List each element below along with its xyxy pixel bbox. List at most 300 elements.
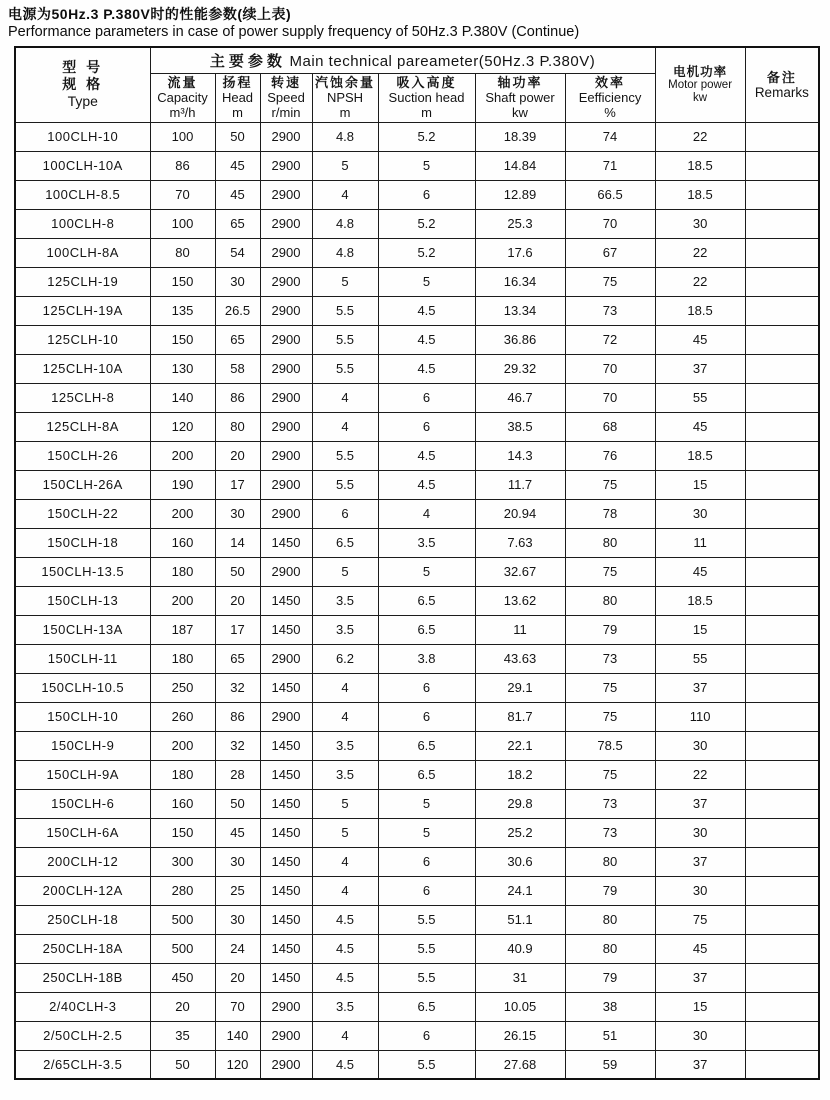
table-row	[15, 499, 819, 528]
cell-capacity: 160	[150, 789, 215, 818]
cell-shaft_power: 25.2	[475, 818, 565, 847]
cell-remarks	[745, 1021, 819, 1050]
cell-remarks	[745, 122, 819, 151]
cell-remarks	[745, 383, 819, 412]
cell-speed: 1450	[260, 673, 312, 702]
cell-suction_head: 5.2	[378, 122, 475, 151]
cell-remarks	[745, 267, 819, 296]
cell-remarks	[745, 354, 819, 383]
cell-shaft_power: 43.63	[475, 644, 565, 673]
cell-shaft_power: 51.1	[475, 905, 565, 934]
cell-type: 150CLH-22	[15, 499, 150, 528]
cell-motor_power: 37	[655, 847, 745, 876]
cell-speed: 2900	[260, 470, 312, 499]
cell-type: 125CLH-19A	[15, 296, 150, 325]
cell-speed: 1450	[260, 586, 312, 615]
cell-suction_head: 5.2	[378, 238, 475, 267]
cell-npsh: 5	[312, 818, 378, 847]
cell-speed: 1450	[260, 934, 312, 963]
cell-npsh: 3.5	[312, 615, 378, 644]
npsh-header-en: NPSH	[326, 90, 364, 105]
cell-suction_head: 5	[378, 818, 475, 847]
cell-shaft_power: 31	[475, 963, 565, 992]
cell-npsh: 5	[312, 557, 378, 586]
speed-header-zh: 转速	[270, 75, 301, 90]
cell-suction_head: 4.5	[378, 441, 475, 470]
cell-remarks	[745, 209, 819, 238]
cell-npsh: 6	[312, 499, 378, 528]
table-row	[15, 354, 819, 383]
cell-remarks	[745, 470, 819, 499]
cell-remarks	[745, 702, 819, 731]
cell-shaft_power: 17.6	[475, 238, 565, 267]
cell-type: 2/65CLH-3.5	[15, 1050, 150, 1079]
table-row	[15, 151, 819, 180]
cell-speed: 2900	[260, 151, 312, 180]
column-header-head	[215, 73, 260, 122]
cell-efficiency: 79	[565, 876, 655, 905]
cell-npsh: 4	[312, 847, 378, 876]
group-header-zh: 主要参数	[209, 52, 286, 70]
cell-remarks	[745, 905, 819, 934]
cell-type: 125CLH-19	[15, 267, 150, 296]
cell-remarks	[745, 180, 819, 209]
cell-remarks	[745, 731, 819, 760]
cell-remarks	[745, 325, 819, 354]
cell-npsh: 4	[312, 1021, 378, 1050]
cell-motor_power: 30	[655, 818, 745, 847]
cell-remarks	[745, 151, 819, 180]
column-header-suction-head	[378, 73, 475, 122]
cell-remarks	[745, 992, 819, 1021]
cell-shaft_power: 22.1	[475, 731, 565, 760]
cell-type: 100CLH-10	[15, 122, 150, 151]
column-header-capacity	[150, 73, 215, 122]
cell-motor_power: 22	[655, 122, 745, 151]
cell-suction_head: 5	[378, 151, 475, 180]
table-row	[15, 731, 819, 760]
cell-efficiency: 75	[565, 470, 655, 499]
cell-type: 150CLH-10	[15, 702, 150, 731]
cell-speed: 2900	[260, 557, 312, 586]
cell-remarks	[745, 818, 819, 847]
cell-motor_power: 55	[655, 383, 745, 412]
cell-remarks	[745, 673, 819, 702]
cell-motor_power: 30	[655, 499, 745, 528]
cell-suction_head: 5.2	[378, 209, 475, 238]
cell-type: 150CLH-10.5	[15, 673, 150, 702]
group-header-row	[15, 47, 819, 73]
cell-speed: 1450	[260, 615, 312, 644]
cell-efficiency: 38	[565, 992, 655, 1021]
cell-motor_power: 45	[655, 557, 745, 586]
efficiency-header-unit: %	[604, 105, 616, 120]
cell-speed: 2900	[260, 238, 312, 267]
cell-motor_power: 11	[655, 528, 745, 557]
cell-type: 150CLH-13.5	[15, 557, 150, 586]
cell-suction_head: 4.5	[378, 470, 475, 499]
cell-capacity: 80	[150, 238, 215, 267]
cell-remarks	[745, 586, 819, 615]
cell-head: 58	[215, 354, 260, 383]
cell-suction_head: 4.5	[378, 325, 475, 354]
cell-suction_head: 5	[378, 267, 475, 296]
cell-npsh: 4.5	[312, 963, 378, 992]
cell-type: 2/40CLH-3	[15, 992, 150, 1021]
suction-head-header-unit: m	[421, 105, 432, 120]
cell-capacity: 20	[150, 992, 215, 1021]
cell-shaft_power: 38.5	[475, 412, 565, 441]
cell-type: 2/50CLH-2.5	[15, 1021, 150, 1050]
cell-capacity: 200	[150, 441, 215, 470]
column-header-type	[15, 47, 150, 122]
cell-motor_power: 18.5	[655, 586, 745, 615]
table-row	[15, 992, 819, 1021]
group-header-en: Main technical pareameter(50Hz.3 P.380V)	[289, 52, 596, 70]
cell-npsh: 5.5	[312, 470, 378, 499]
cell-suction_head: 5	[378, 557, 475, 586]
cell-efficiency: 51	[565, 1021, 655, 1050]
npsh-header-unit: m	[339, 105, 351, 120]
cell-capacity: 500	[150, 905, 215, 934]
cell-remarks	[745, 1050, 819, 1079]
cell-suction_head: 6.5	[378, 992, 475, 1021]
cell-remarks	[745, 847, 819, 876]
cell-capacity: 140	[150, 383, 215, 412]
cell-capacity: 160	[150, 528, 215, 557]
cell-npsh: 3.5	[312, 992, 378, 1021]
column-header-motor-power	[655, 47, 745, 122]
table-row	[15, 963, 819, 992]
cell-speed: 1450	[260, 963, 312, 992]
cell-shaft_power: 16.34	[475, 267, 565, 296]
motor-power-header-en: Motor power	[668, 78, 733, 91]
cell-npsh: 3.5	[312, 731, 378, 760]
cell-capacity: 130	[150, 354, 215, 383]
cell-motor_power: 30	[655, 731, 745, 760]
cell-efficiency: 75	[565, 267, 655, 296]
cell-speed: 1450	[260, 905, 312, 934]
table-row	[15, 383, 819, 412]
cell-npsh: 5	[312, 267, 378, 296]
cell-speed: 2900	[260, 441, 312, 470]
column-header-remarks	[745, 47, 819, 122]
cell-capacity: 260	[150, 702, 215, 731]
cell-head: 45	[215, 180, 260, 209]
cell-suction_head: 5.5	[378, 905, 475, 934]
cell-shaft_power: 29.32	[475, 354, 565, 383]
cell-speed: 1450	[260, 847, 312, 876]
cell-suction_head: 6	[378, 1021, 475, 1050]
cell-head: 65	[215, 209, 260, 238]
cell-suction_head: 5.5	[378, 934, 475, 963]
cell-shaft_power: 20.94	[475, 499, 565, 528]
cell-motor_power: 22	[655, 760, 745, 789]
capacity-header-en: Capacity	[157, 90, 208, 105]
cell-type: 150CLH-13A	[15, 615, 150, 644]
cell-efficiency: 70	[565, 209, 655, 238]
cell-capacity: 450	[150, 963, 215, 992]
remarks-header-zh: 备注	[766, 69, 797, 85]
shaft-power-header-zh: 轴功率	[497, 75, 543, 90]
cell-motor_power: 37	[655, 963, 745, 992]
cell-speed: 1450	[260, 760, 312, 789]
cell-remarks	[745, 296, 819, 325]
cell-npsh: 4.5	[312, 934, 378, 963]
cell-motor_power: 37	[655, 673, 745, 702]
cell-motor_power: 15	[655, 992, 745, 1021]
cell-efficiency: 75	[565, 557, 655, 586]
cell-efficiency: 70	[565, 354, 655, 383]
cell-efficiency: 68	[565, 412, 655, 441]
cell-shaft_power: 10.05	[475, 992, 565, 1021]
cell-type: 100CLH-8A	[15, 238, 150, 267]
cell-capacity: 300	[150, 847, 215, 876]
cell-type: 200CLH-12	[15, 847, 150, 876]
cell-npsh: 5	[312, 151, 378, 180]
table-row	[15, 557, 819, 586]
cell-motor_power: 37	[655, 354, 745, 383]
cell-speed: 2900	[260, 412, 312, 441]
cell-head: 20	[215, 586, 260, 615]
cell-head: 20	[215, 963, 260, 992]
cell-efficiency: 67	[565, 238, 655, 267]
cell-type: 125CLH-8A	[15, 412, 150, 441]
speed-header-unit: r/min	[271, 105, 301, 120]
table-row	[15, 586, 819, 615]
cell-npsh: 4.5	[312, 905, 378, 934]
cell-type: 150CLH-6A	[15, 818, 150, 847]
cell-head: 30	[215, 499, 260, 528]
table-row	[15, 876, 819, 905]
cell-shaft_power: 36.86	[475, 325, 565, 354]
cell-suction_head: 6	[378, 383, 475, 412]
cell-remarks	[745, 789, 819, 818]
cell-shaft_power: 29.8	[475, 789, 565, 818]
table-row	[15, 441, 819, 470]
cell-type: 250CLH-18A	[15, 934, 150, 963]
cell-efficiency: 75	[565, 760, 655, 789]
cell-shaft_power: 32.67	[475, 557, 565, 586]
cell-capacity: 100	[150, 122, 215, 151]
cell-speed: 2900	[260, 209, 312, 238]
cell-type: 150CLH-9A	[15, 760, 150, 789]
cell-capacity: 150	[150, 267, 215, 296]
cell-npsh: 4.5	[312, 1050, 378, 1079]
cell-capacity: 180	[150, 760, 215, 789]
column-header-speed	[260, 73, 312, 122]
cell-speed: 2900	[260, 180, 312, 209]
cell-npsh: 5.5	[312, 325, 378, 354]
npsh-header-zh: 汽蚀余量	[314, 75, 375, 90]
cell-head: 54	[215, 238, 260, 267]
table-row	[15, 528, 819, 557]
cell-efficiency: 76	[565, 441, 655, 470]
cell-suction_head: 5.5	[378, 1050, 475, 1079]
cell-head: 26.5	[215, 296, 260, 325]
cell-capacity: 180	[150, 644, 215, 673]
cell-speed: 2900	[260, 383, 312, 412]
cell-motor_power: 18.5	[655, 151, 745, 180]
cell-shaft_power: 40.9	[475, 934, 565, 963]
cell-motor_power: 45	[655, 412, 745, 441]
cell-type: 250CLH-18	[15, 905, 150, 934]
cell-type: 150CLH-18	[15, 528, 150, 557]
cell-npsh: 3.5	[312, 760, 378, 789]
cell-type: 150CLH-6	[15, 789, 150, 818]
cell-type: 200CLH-12A	[15, 876, 150, 905]
column-header-shaft-power	[475, 73, 565, 122]
cell-suction_head: 6	[378, 702, 475, 731]
cell-suction_head: 3.5	[378, 528, 475, 557]
cell-npsh: 4	[312, 702, 378, 731]
cell-capacity: 250	[150, 673, 215, 702]
cell-efficiency: 73	[565, 818, 655, 847]
cell-motor_power: 15	[655, 470, 745, 499]
table-row	[15, 847, 819, 876]
cell-shaft_power: 18.2	[475, 760, 565, 789]
title-block	[8, 5, 818, 42]
page-title-english: Performance parameters in case of power supply frequency of 50Hz.3 P.380V (Continue)	[8, 24, 580, 40]
cell-type: 150CLH-26	[15, 441, 150, 470]
cell-remarks	[745, 963, 819, 992]
cell-shaft_power: 26.15	[475, 1021, 565, 1050]
cell-suction_head: 6.5	[378, 615, 475, 644]
cell-npsh: 4	[312, 180, 378, 209]
cell-capacity: 180	[150, 557, 215, 586]
cell-type: 150CLH-26A	[15, 470, 150, 499]
suction-head-header-zh: 吸入高度	[396, 75, 457, 90]
head-header-en: Head	[221, 90, 254, 105]
cell-capacity: 150	[150, 325, 215, 354]
table-body	[15, 122, 819, 1079]
cell-speed: 2900	[260, 122, 312, 151]
cell-efficiency: 75	[565, 702, 655, 731]
cell-suction_head: 6.5	[378, 586, 475, 615]
cell-speed: 2900	[260, 354, 312, 383]
cell-head: 45	[215, 818, 260, 847]
capacity-header-unit: m³/h	[169, 105, 196, 120]
cell-speed: 1450	[260, 818, 312, 847]
cell-head: 32	[215, 731, 260, 760]
cell-remarks	[745, 528, 819, 557]
cell-suction_head: 6.5	[378, 731, 475, 760]
cell-motor_power: 30	[655, 876, 745, 905]
cell-efficiency: 75	[565, 673, 655, 702]
cell-shaft_power: 25.3	[475, 209, 565, 238]
cell-motor_power: 110	[655, 702, 745, 731]
cell-npsh: 5	[312, 789, 378, 818]
group-header-main-parameters	[150, 47, 655, 73]
cell-head: 30	[215, 905, 260, 934]
table-row	[15, 615, 819, 644]
cell-shaft_power: 13.34	[475, 296, 565, 325]
speed-header-en: Speed	[267, 90, 305, 105]
cell-speed: 2900	[260, 1050, 312, 1079]
cell-efficiency: 59	[565, 1050, 655, 1079]
cell-efficiency: 78	[565, 499, 655, 528]
cell-npsh: 5.5	[312, 296, 378, 325]
head-header-unit: m	[232, 105, 243, 120]
cell-motor_power: 18.5	[655, 180, 745, 209]
cell-npsh: 5.5	[312, 354, 378, 383]
cell-type: 100CLH-8.5	[15, 180, 150, 209]
cell-capacity: 35	[150, 1021, 215, 1050]
cell-capacity: 500	[150, 934, 215, 963]
cell-head: 50	[215, 122, 260, 151]
table-row	[15, 934, 819, 963]
cell-capacity: 200	[150, 731, 215, 760]
cell-suction_head: 4.5	[378, 354, 475, 383]
cell-suction_head: 4.5	[378, 296, 475, 325]
cell-speed: 1450	[260, 876, 312, 905]
cell-type: 125CLH-8	[15, 383, 150, 412]
cell-shaft_power: 12.89	[475, 180, 565, 209]
cell-shaft_power: 30.6	[475, 847, 565, 876]
cell-shaft_power: 29.1	[475, 673, 565, 702]
cell-capacity: 70	[150, 180, 215, 209]
table-row	[15, 296, 819, 325]
cell-type: 125CLH-10A	[15, 354, 150, 383]
cell-head: 45	[215, 151, 260, 180]
suction-head-header-en: Suction head	[388, 90, 465, 105]
cell-head: 86	[215, 702, 260, 731]
cell-efficiency: 66.5	[565, 180, 655, 209]
cell-head: 70	[215, 992, 260, 1021]
cell-speed: 1450	[260, 528, 312, 557]
type-header-zh-line1: 型 号	[62, 59, 104, 76]
cell-head: 65	[215, 644, 260, 673]
cell-npsh: 4	[312, 673, 378, 702]
table-row	[15, 1050, 819, 1079]
cell-remarks	[745, 644, 819, 673]
cell-motor_power: 37	[655, 1050, 745, 1079]
cell-shaft_power: 14.84	[475, 151, 565, 180]
cell-head: 30	[215, 267, 260, 296]
efficiency-header-zh: 效率	[595, 75, 626, 90]
cell-npsh: 4	[312, 876, 378, 905]
cell-efficiency: 73	[565, 296, 655, 325]
cell-type: 100CLH-10A	[15, 151, 150, 180]
cell-shaft_power: 14.3	[475, 441, 565, 470]
cell-head: 17	[215, 470, 260, 499]
cell-head: 50	[215, 789, 260, 818]
table-row	[15, 238, 819, 267]
cell-remarks	[745, 412, 819, 441]
cell-speed: 1450	[260, 789, 312, 818]
cell-motor_power: 55	[655, 644, 745, 673]
performance-parameters-table	[14, 46, 820, 1080]
table-row	[15, 760, 819, 789]
cell-capacity: 135	[150, 296, 215, 325]
cell-npsh: 4.8	[312, 209, 378, 238]
cell-capacity: 100	[150, 209, 215, 238]
cell-shaft_power: 18.39	[475, 122, 565, 151]
cell-capacity: 280	[150, 876, 215, 905]
cell-motor_power: 75	[655, 905, 745, 934]
cell-capacity: 187	[150, 615, 215, 644]
cell-speed: 2900	[260, 992, 312, 1021]
cell-head: 50	[215, 557, 260, 586]
cell-type: 250CLH-18B	[15, 963, 150, 992]
cell-suction_head: 5.5	[378, 963, 475, 992]
cell-remarks	[745, 557, 819, 586]
column-header-efficiency	[565, 73, 655, 122]
cell-capacity: 150	[150, 818, 215, 847]
cell-shaft_power: 11.7	[475, 470, 565, 499]
cell-efficiency: 73	[565, 789, 655, 818]
table-row	[15, 122, 819, 151]
